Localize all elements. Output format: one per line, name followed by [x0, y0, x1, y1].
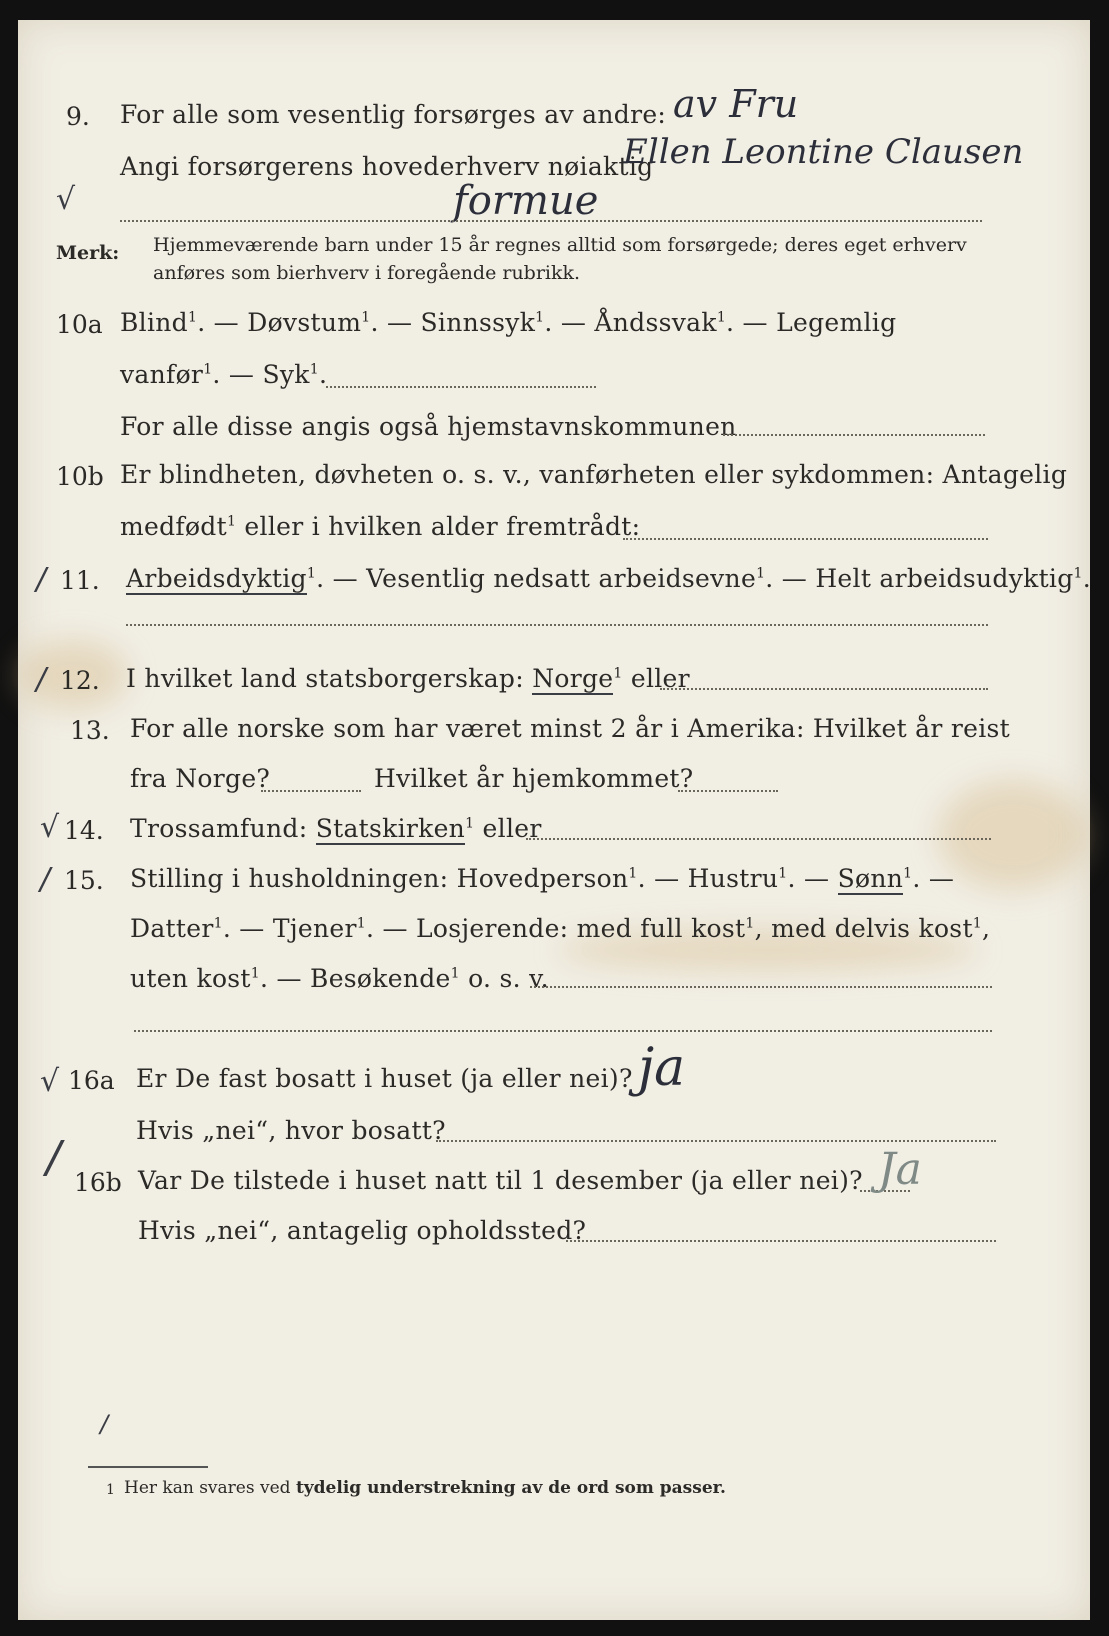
- footnote-ref: 1: [306, 565, 317, 582]
- q16b-pencil-answer: Ja: [878, 1144, 922, 1195]
- footnote-ref: 1: [1073, 565, 1083, 582]
- answer-line: [530, 986, 992, 988]
- q14-question: Trossamfund:: [130, 814, 308, 843]
- census-form-page: [18, 20, 1090, 1620]
- q15-osv: o. s. v.: [459, 964, 549, 993]
- q10b-line1: Er blindheten, døvheten o. s. v., vanførheten eller sykdommen: Antagelig: [120, 460, 1068, 489]
- q13-line2a: fra Norge?: [130, 764, 271, 793]
- q14-number: 14.: [64, 816, 104, 845]
- q13-line1: For alle norske som har været minst 2 år i Amerika: Hvilket år reist: [130, 714, 1011, 743]
- q9-handwritten-occupation: formue: [453, 178, 599, 224]
- q14-eller: eller: [474, 814, 542, 843]
- stroke-mark-icon: /: [40, 862, 51, 897]
- footnote-ref: 1: [903, 865, 913, 882]
- merk-label: Merk:: [56, 242, 120, 264]
- footnote-ref: 1: [356, 915, 366, 932]
- answer-line: [723, 434, 985, 436]
- q16a-line2: Hvis „nei“, hvor bosatt?: [136, 1116, 446, 1145]
- option-hustru: . — Hustru: [637, 864, 779, 893]
- q11-line: [126, 564, 1091, 593]
- merk-line2: anføres som bierhverv i foregående rubrikk.: [153, 262, 581, 284]
- answer-line: [660, 688, 988, 690]
- footnote-ref: 1: [187, 309, 198, 326]
- footnote-ref: 1: [465, 815, 475, 832]
- footnote-ref: 1: [972, 915, 983, 932]
- footnote-ref: 1: [613, 665, 623, 682]
- stroke-mark-icon: /: [46, 1132, 61, 1183]
- answer-line: [436, 1140, 996, 1142]
- footnote-ref: 1: [361, 309, 371, 326]
- q10a-number: 10a: [56, 310, 103, 339]
- q13-line2b: Hvilket år hjemkommet?: [374, 764, 694, 793]
- q12-eller: eller: [622, 664, 690, 693]
- option-norge-underlined: Norge: [532, 664, 614, 693]
- q15-line1: [130, 864, 954, 893]
- q9-line2: Angi forsørgerens hovederhverv nøiaktig: [120, 152, 654, 181]
- footnote-text-b: tydelig understrekning av de ord som passer.: [295, 1478, 726, 1498]
- footnote-ref: 1: [309, 361, 319, 378]
- q11-number: 11.: [60, 566, 100, 595]
- q10a-line3: For alle disse angis også hjemstavnskommunen: [120, 412, 737, 441]
- option-sinnssyk: . — Sinnssyk: [370, 308, 536, 337]
- option-tjener: . — Tjener: [222, 914, 357, 943]
- answer-line: [526, 838, 991, 840]
- footnote-ref: 1: [778, 865, 788, 882]
- footnote-ref: 1: [756, 565, 766, 582]
- q10b-age-text: eller i hvilken alder fremtrådt:: [236, 512, 641, 541]
- q15-number: 15.: [64, 866, 104, 895]
- check-mark-icon: √: [40, 810, 60, 845]
- option-hovedperson: Stilling i husholdningen: Hovedperson: [130, 864, 629, 893]
- option-medfodt: medfødt: [120, 512, 227, 541]
- q16a-number: 16a: [68, 1066, 115, 1095]
- option-vanfor: vanfør: [120, 360, 204, 389]
- stroke-mark-icon: /: [36, 562, 47, 597]
- merk-line1: Hjemmeværende barn under 15 år regnes alltid som forsørgede; deres eget erhverv: [153, 234, 967, 256]
- q10a-line2: [120, 360, 327, 389]
- punctuation: .: [318, 360, 328, 389]
- punctuation: . —: [787, 864, 838, 893]
- option-delvis-kost: , med delvis kost: [754, 914, 973, 943]
- footnote-ref: 1: [716, 309, 727, 326]
- footnote-mark: 1: [106, 1482, 115, 1498]
- answer-line: [678, 790, 778, 792]
- q10b-line2: [120, 512, 640, 541]
- option-dovstum: . — Døvstum: [197, 308, 362, 337]
- answer-line: [120, 220, 982, 222]
- q15-line3: [130, 964, 549, 993]
- q16a-handwritten-answer: ja: [638, 1038, 686, 1098]
- answer-line: [566, 1240, 996, 1242]
- q15-line2: [130, 914, 990, 943]
- punctuation: .: [1082, 564, 1091, 593]
- footnote-ref: 1: [250, 965, 260, 982]
- option-nedsatt: . — Vesentlig nedsatt arbeidsevne: [316, 564, 757, 593]
- q9-text: For alle som vesentlig forsørges av andre:: [120, 100, 667, 129]
- footnote-ref: 1: [203, 361, 213, 378]
- q10b-number: 10b: [56, 462, 104, 491]
- q9-handwritten-answer: av Fru: [673, 82, 799, 126]
- footnote-text-a: Her kan svares ved: [124, 1478, 296, 1498]
- footnote-ref: 1: [628, 865, 638, 882]
- answer-line: [134, 1030, 992, 1032]
- answer-line: [326, 386, 596, 388]
- option-sonn-underlined: Sønn: [837, 864, 904, 893]
- stroke-mark-icon: /: [36, 662, 47, 697]
- q16b-line1: Var De tilstede i huset natt til 1 desember (ja eller nei)?: [138, 1166, 863, 1195]
- footnote-ref: 1: [535, 309, 545, 326]
- option-syk: . — Syk: [212, 360, 310, 389]
- option-arbeidsdyktig-underlined: Arbeidsdyktig: [126, 564, 307, 593]
- paper-stain: [938, 780, 1088, 890]
- option-statskirken-underlined: Statskirken: [315, 814, 466, 843]
- option-udyktig: . — Helt arbeidsudyktig: [765, 564, 1074, 593]
- option-blind: Blind: [120, 308, 188, 337]
- option-full-kost: . — Losjerende: med full kost: [365, 914, 746, 943]
- punctuation: ,: [982, 914, 991, 943]
- option-uten-kost: uten kost: [130, 964, 251, 993]
- punctuation: . —: [912, 864, 955, 893]
- q16a-line1: Er De fast bosatt i huset (ja eller nei)?: [136, 1064, 633, 1093]
- answer-line: [623, 538, 988, 540]
- q14-line: [130, 814, 542, 843]
- option-andssvak: . — Åndssvak: [544, 308, 717, 337]
- q12-line: [126, 664, 690, 693]
- answer-line: [126, 624, 988, 626]
- option-datter: Datter: [130, 914, 214, 943]
- stroke-mark-icon: /: [100, 1410, 109, 1438]
- option-besokende: . — Besøkende: [260, 964, 451, 993]
- option-legemlig: . — Legemlig: [726, 308, 897, 337]
- footnote-ref: 1: [213, 915, 223, 932]
- q10a-line1: [120, 308, 896, 337]
- footnote-rule: [88, 1466, 208, 1468]
- check-mark-icon: √: [56, 182, 76, 217]
- footnote-ref: 1: [226, 513, 237, 530]
- q16b-number: 16b: [74, 1168, 122, 1197]
- answer-line: [261, 790, 361, 792]
- q13-number: 13.: [70, 716, 110, 745]
- footnote-text: [124, 1478, 726, 1498]
- footnote-ref: 1: [450, 965, 460, 982]
- q16b-line2: Hvis „nei“, antagelig opholdssted?: [138, 1216, 587, 1245]
- q12-number: 12.: [60, 666, 100, 695]
- footnote-ref: 1: [745, 915, 755, 932]
- check-mark-icon: √: [40, 1064, 60, 1099]
- q9-handwritten-name: Ellen Leontine Clausen: [623, 132, 1024, 172]
- q9-number: 9.: [66, 102, 90, 131]
- q12-question: I hvilket land statsborgerskap:: [126, 664, 524, 693]
